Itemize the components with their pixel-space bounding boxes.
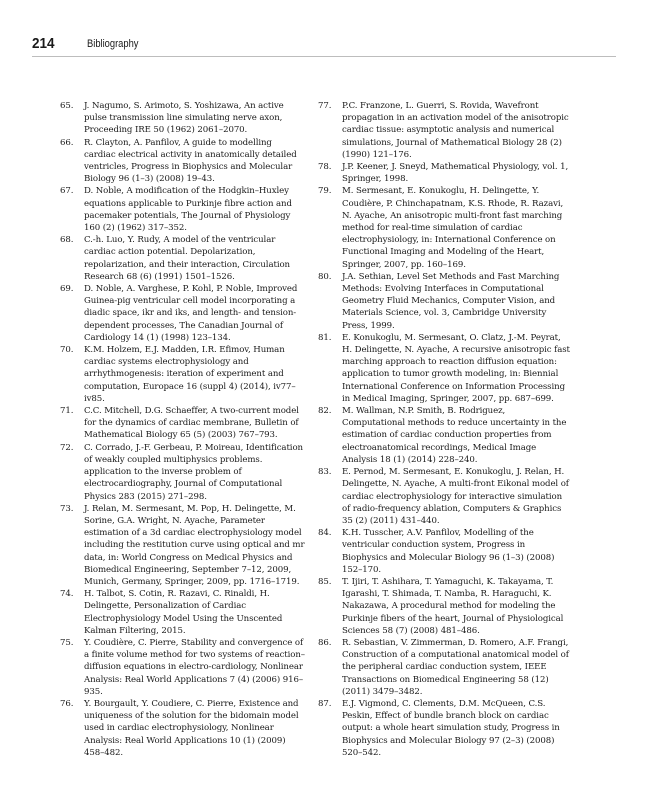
reference-number: 75. [60,637,74,648]
reference-text: R. Clayton, A. Panfilov, A guide to modelling cardiac electrical activity in anatomically detailed ventricles, Progress in Biophysics and Molecular Biology 96 (1–3) (2008) 19–43. [84,137,297,185]
reference-number: 87. [318,698,332,709]
reference-entry [318,161,570,185]
page-number: 214 [32,35,55,52]
reference-column-right [318,100,570,759]
page-header [32,34,616,57]
reference-number: 83. [318,467,332,478]
reference-text: J. Nagumo, S. Arimoto, S. Yoshizawa, An active pulse transmission line simulating nerve axon, Proceeding IRE 50 (1962) 2061–2070. [84,101,284,136]
reference-text: E. Pernod, M. Sermesant, E. Konukoglu, J. Relan, H. Delingette, N. Ayache, A multi-front Eikonal model of cardiac electrophysiology for interactive simulation of radio-frequency ablation, Computers & Graphics 35 (2) (2011) 431–440. [342,467,569,526]
reference-number: 86. [318,637,332,648]
reference-text: T. Ijiri, T. Ashihara, T. Yamaguchi, K. Takayama, T. Igarashi, T. Shimada, T. Namba, R. Haraguchi, K. Nakazawa, A procedural method for modeling the Purkinje fibers of the heart, Journal of Physiological Sciences 58 (7) (2008) 481–486. [342,576,564,636]
reference-text: C.C. Mitchell, D.G. Schaeffer, A two-current model for the dynamics of cardiac membrane, Bulletin of Mathematical Biology 65 (5) (2003) 767–793. [84,406,299,441]
reference-entry [60,283,305,344]
reference-entry [318,637,570,698]
reference-number: 73. [60,503,74,514]
reference-entry [60,100,305,137]
reference-number: 66. [60,137,74,148]
reference-text: Y. Bourgault, Y. Coudiere, C. Pierre, Existence and uniqueness of the solution for the bidomain model used in cardiac electrophysiology, Nonlinear Analysis: Real World Applications 10 (1) (2009) 458–482. [84,698,299,758]
reference-number: 81. [318,332,332,343]
reference-text: M. Sermesant, E. Konukoglu, H. Delingette, Y. Coudière, P. Chinchapatnam, K.S. Rhode, R. Razavi, N. Ayache, An anisotropic multi-front fast marching method for real-time simulation of cardiac electrophysiology, in: International Conference on Functional Imaging and Modeling of the Heart, Springer, 2007, pp. 160–169. [342,186,564,270]
reference-entry [60,234,305,283]
reference-number: 71. [60,406,74,417]
reference-entry [60,588,305,637]
reference-text: P.C. Franzone, L. Guerri, S. Rovida, Wavefront propagation in an activation model of the anisotropic cardiac tissue: asymptotic analysis and numerical simulations, Journal of Mathematical Biology 28 (2) (1990) 121–176. [342,101,569,160]
reference-text: E.J. Vigmond, C. Clements, D.M. McQueen, C.S. Peskin, Effect of bundle branch block on cardiac output: a whole heart simulation study, Progress in Biophysics and Molecular Biology 97 (2–3) (2008) 520–542. [342,698,560,758]
reference-entry [60,137,305,186]
reference-text: D. Noble, A. Varghese, P. Kohl, P. Noble, Improved Guinea-pig ventricular cell model incorporating a diadic space, ikr and iks, and length- and tension-dependent processes, The Canadian Journal of Cardiology 14 (1) (1998) 123–134. [84,284,298,343]
reference-entry [60,503,305,588]
reference-number: 84. [318,528,332,539]
reference-entry [318,527,570,576]
reference-entry [60,698,305,759]
reference-number: 70. [60,345,74,356]
reference-column-left [60,100,305,759]
reference-text: J.A. Sethian, Level Set Methods and Fast Marching Methods: Evolving Interfaces in Computational Geometry Fluid Mechanics, Computer Vision, and Materials Science, vol. 3, Cambridge University Press, 1999. [342,271,560,331]
running-head: Bibliography [87,38,139,50]
reference-text: R. Sebastian, V. Zimmerman, D. Romero, A.F. Frangi, Construction of a computational anatomical model of the peripheral cardiac conduction system, IEEE Transactions on Biomedical Engineering 58 (12) (2011) 3479–3482. [342,637,569,697]
reference-text: C.-h. Luo, Y. Rudy, A model of the ventricular cardiac action potential. Depolarization, repolarization, and their interaction, Circulation Research 68 (6) (1991) 1501–1526. [84,235,290,282]
reference-entry [60,405,305,442]
reference-text: J. Relan, M. Sermesant, M. Pop, H. Delingette, M. Sorine, G.A. Wright, N. Ayache, Parameter estimation of a 3d cardiac electrophysiology model including the restitution curve using optical and mr data, in: World Congress on Medical Physics and Biomedical Engineering, September 7–12, 2009, Munich, Germany, Springer, 2009, pp. 1716–1719. [84,503,305,587]
reference-entry [60,185,305,234]
reference-entry [60,442,305,503]
reference-entry [318,100,570,161]
reference-text: J.P. Keener, J. Sneyd, Mathematical Physiology, vol. 1, Springer, 1998. [342,162,569,185]
reference-number: 72. [60,442,74,453]
reference-entry [318,271,570,332]
reference-entry [318,576,570,637]
reference-number: 82. [318,406,332,417]
reference-number: 80. [318,271,332,282]
reference-text: K.M. Holzem, E.J. Madden, I.R. Efimov, Human cardiac systems electrophysiology and arrhythmogenesis: iteration of experiment and computation, Europace 16 (suppl 4) (2014), iv77–iv85. [84,345,296,404]
reference-entry [318,466,570,527]
reference-number: 67. [60,186,74,197]
reference-text: K.H. Tusscher, A.V. Panfilov, Modelling of the ventricular conduction system, Progress in Biophysics and Molecular Biology 96 (1–3) (2008) 152–170. [342,528,555,575]
reference-entry [318,405,570,466]
reference-entry [60,637,305,698]
reference-number: 79. [318,186,332,197]
reference-text: Y. Coudière, C. Pierre, Stability and convergence of a finite volume method for two systems of reaction–diffusion equations in electro-cardiology, Nonlinear Analysis: Real World Applications 7 (4) (2006) 916–935. [84,637,305,697]
reference-number: 78. [318,162,332,173]
reference-text: H. Talbot, S. Cotin, R. Razavi, C. Rinaldi, H. Delingette, Personalization of Cardiac Electrophysiology Model Using the Unscented Kalman Filtering, 2015. [84,589,283,636]
reference-number: 85. [318,576,332,587]
reference-number: 76. [60,698,74,709]
reference-text: D. Noble, A modification of the Hodgkin–Huxley equations applicable to Purkinje fibre action and pacemaker potentials, The Journal of Physiology 160 (2) (1962) 317–352. [84,186,292,234]
reference-entry [318,698,570,759]
reference-entry [60,344,305,405]
reference-number: 65. [60,101,74,111]
reference-text: M. Wallman, N.P. Smith, B. Rodriguez, Computational methods to reduce uncertainty in the estimation of cardiac conduction properties from electroanatomical recordings, Medical Image Analysis 18 (1) (2014) 228–240. [342,406,567,465]
reference-number: 74. [60,589,74,600]
reference-entry [318,332,570,405]
reference-text: E. Konukoglu, M. Sermesant, O. Clatz, J.-M. Peyrat, H. Delingette, N. Ayache, A recursive anisotropic fast marching approach to reaction diffusion equation: application to tumor growth modeling, in: Biennial International Conference on Information Processing in Medical Imaging, Springer, 2007, pp. 687–699. [342,332,570,404]
reference-number: 77. [318,101,332,111]
reference-text: C. Corrado, J.-F. Gerbeau, P. Moireau, Identification of weakly coupled multiphysics problems. application to the inverse problem of electrocardiography, Journal of Computational Physics 283 (2015) 271–298. [84,442,303,502]
reference-number: 69. [60,284,74,295]
reference-number: 68. [60,235,74,246]
reference-entry [318,185,570,270]
